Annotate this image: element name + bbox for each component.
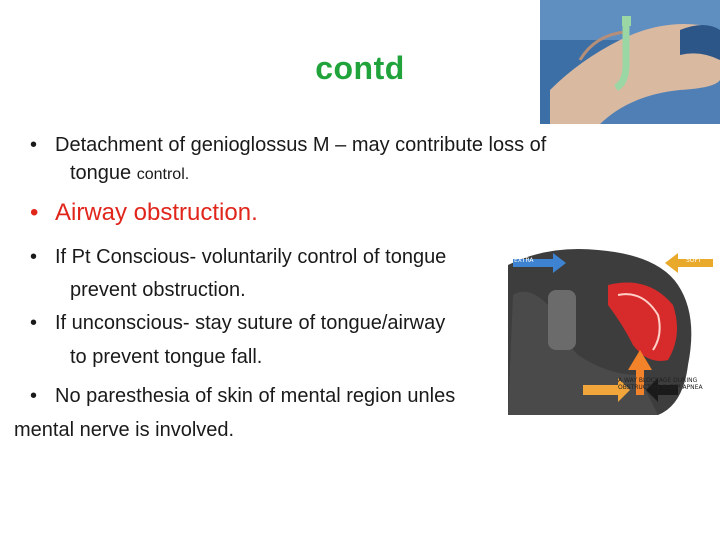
figure-caption-line1: A WAY BLOCKAGE DURING: [618, 377, 698, 384]
figure-label-right: SOFT: [686, 257, 702, 264]
bullet-text: If Pt Conscious- voluntarily control of tongue: [55, 246, 447, 268]
bullet-marker: •: [30, 385, 38, 407]
figure-caption-line2: OBSTRUCTIVE SLEEP APNEA: [618, 384, 703, 391]
bullet-text: No paresthesia of skin of mental region unles: [55, 385, 456, 407]
airway-obstruction-figure: [508, 245, 716, 415]
bullet-text-continuation: prevent obstruction.: [70, 279, 246, 301]
slide-title: contd: [315, 50, 405, 86]
bullet-text-part: tongue: [70, 162, 137, 184]
bullet-heading: Airway obstruction.: [55, 199, 258, 226]
bullet-marker: •: [30, 312, 38, 334]
bullet-marker: •: [30, 199, 39, 226]
bullet-text: Detachment of genioglossus M – may contribute loss of: [55, 134, 547, 156]
bullet-text-continuation: to prevent tongue fall.: [70, 346, 263, 368]
bullet-marker: •: [30, 134, 38, 156]
bullet-marker: •: [30, 246, 38, 268]
bullet-text-continuation: mental nerve is involved.: [14, 419, 235, 441]
bullet-text-part-small: control.: [136, 166, 190, 183]
bullet-text: If unconscious- stay suture of tongue/airway: [55, 312, 446, 334]
bullet-text-continuation: [70, 160, 189, 188]
figure-label-left: EXTRA: [514, 257, 534, 264]
